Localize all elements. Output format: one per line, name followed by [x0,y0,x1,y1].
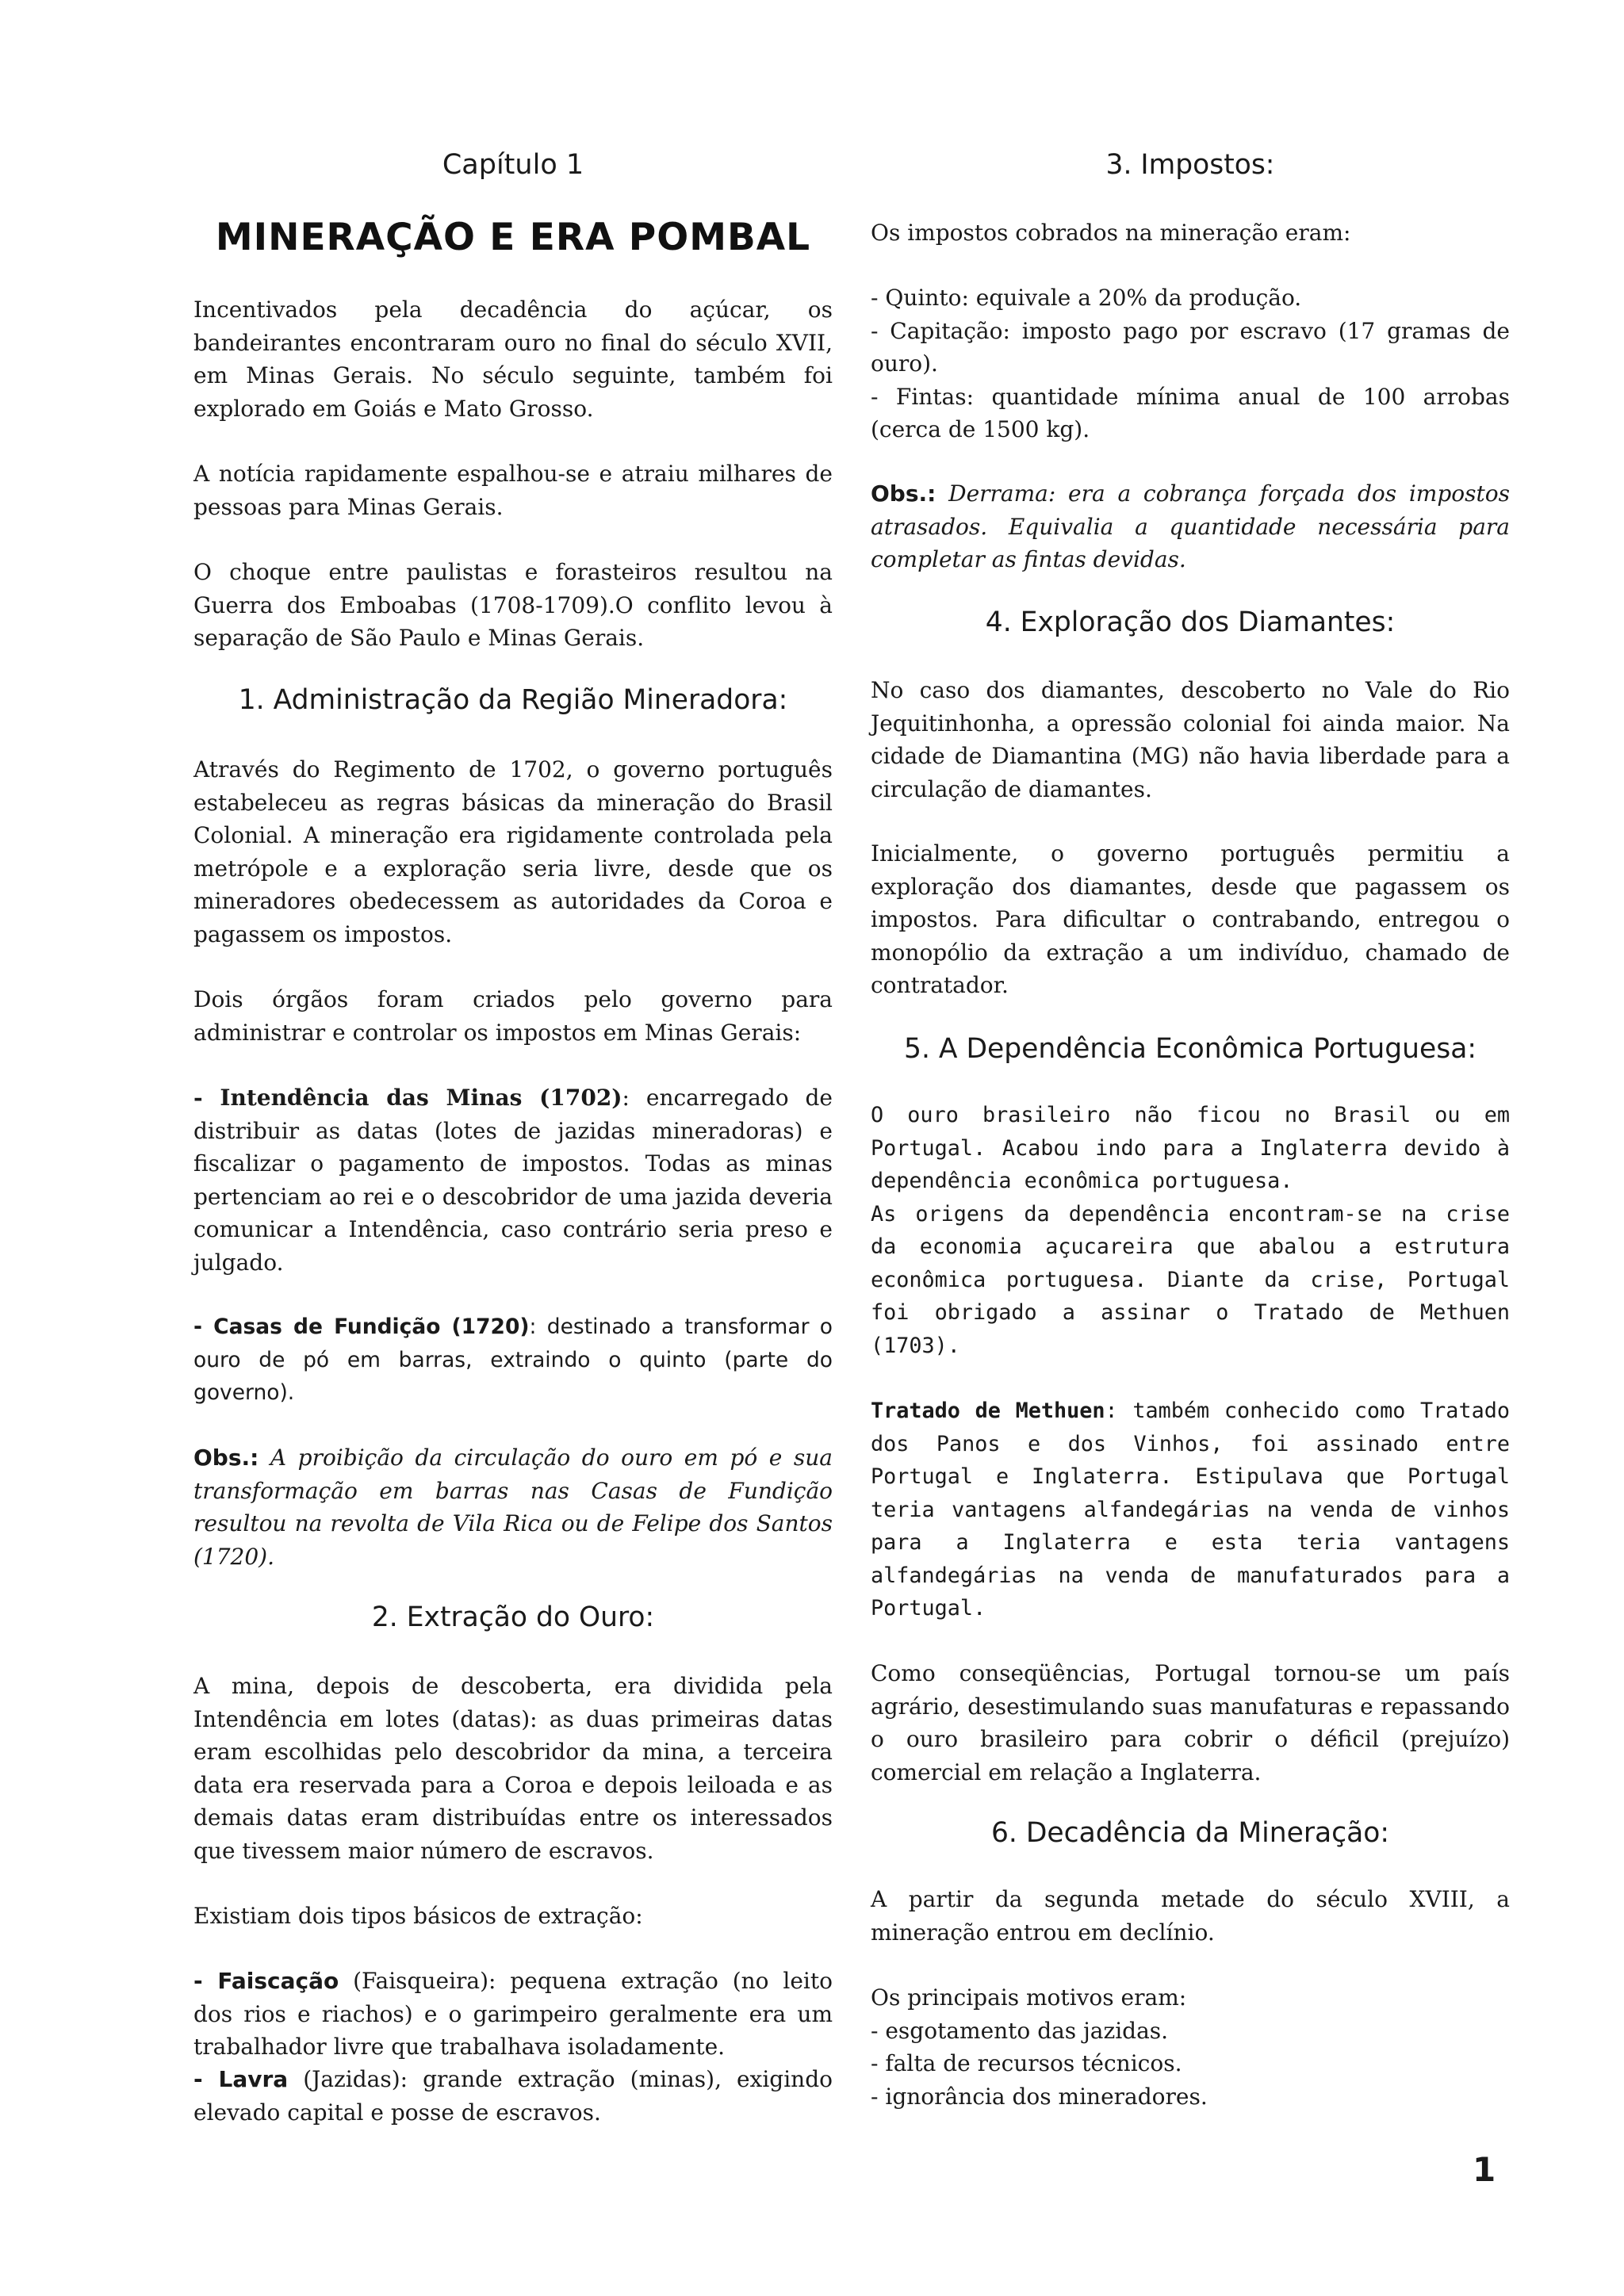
section-1-paragraph-2 [193,983,833,1049]
tax-capitacao: - Capitação: imposto pago por escravo (17 gramas de ouro). [871,317,1510,377]
section-6-paragraph-1 [871,1883,1510,1949]
faiscacao-description: (Faisqueira): pequena extração (no leito dos rios e riachos) e o garimpeiro geralmente era um trabalhador livre que trabalhava isoladamente. [193,1968,833,2060]
tax-fintas: - Fintas: quantidade mínima anual de 100 arrobas (cerca de 1500 kg). [871,383,1510,442]
chapter-label: Capítulo 1 [442,149,584,181]
section-4-heading: 4. Exploração dos Diamantes: [985,607,1396,638]
section-2-text-2: Existiam dois tipos básicos de extração: [193,1903,643,1929]
section-6-text-1: A partir da segunda metade do século XVIII, a mineração entrou em declínio. [871,1886,1510,1946]
obs-italic-text: Derrama: era a cobrança forçada dos impostos atrasados. Equivalia a quantidade necessária para completar as fintas devidas. [871,480,1510,572]
obs-italic-text: A proibição da circulação do ouro em pó e sua transformação em barras nas Casas de Fundição resultou na revolta de Vila Rica ou de Felipe dos Santos (1720). [193,1445,833,1570]
lavra-text [193,2063,833,2129]
section-2-paragraph-2 [193,1900,833,1933]
section-4-text-1: No caso dos diamantes, descoberto no Vale do Rio Jequitinhonha, a opressão colonial foi ainda maior. Na cidade de Diamantina (MG) não havia liberdade para a circulação de diamantes. [871,677,1510,802]
section-4-paragraph-1 [871,674,1510,806]
section-2-paragraph-1 [193,1670,833,1867]
section-1-heading: 1. Administração da Região Mineradora: [238,684,788,716]
methuen-item [871,1395,1510,1625]
intro-paragraph-1 [193,293,833,425]
lavra-term: - Lavra [193,2066,289,2092]
intro-paragraph-3 [193,556,833,655]
section-3-obs-text [871,477,1510,576]
taxes-list [871,281,1510,446]
intendencia-item [193,1081,833,1279]
motive-3: - ignorância dos mineradores. [871,2083,1208,2110]
section-2-text-1: A mina, depois de descoberta, era dividida pela Intendência em lotes (datas): as duas primeiras datas eram escolhidas pelo descobridor da mina, a terceira data era reservada para a Coroa e depois leiloada e as demais datas eram distribuídas entre os interessados que tivessem maior número de escravos. [193,1673,833,1864]
methuen-text [871,1395,1510,1625]
intendencia-term: - Intendência das Minas (1702) [193,1085,622,1111]
obs-label: Obs.: [193,1445,259,1471]
section-5-body [871,1099,1510,1362]
section-1-obs-text [193,1441,833,1573]
obs-label: Obs.: [871,480,936,507]
tax-quinto: - Quinto: equivale a 20% da produção. [871,285,1302,311]
section-1-obs [193,1441,833,1573]
intro-text-1: Incentivados pela decadência do açúcar, os bandeirantes encontraram ouro no final do século XVII, em Minas Gerais. No século seguinte, também foi explorado em Goiás e Mato Grosso. [193,297,833,422]
chapter-title: MINERAÇÃO E ERA POMBAL [215,216,811,259]
lavra-description: (Jazidas): grande extração (minas), exigindo elevado capital e posse de escravos. [193,2066,833,2126]
casas-fundicao-text [193,1311,833,1410]
intendencia-text [193,1081,833,1279]
section-4-text-2: Inicialmente, o governo português permitiu a exploração dos diamantes, desde que pagassem os impostos. Para dificultar o contrabando, entregou o monopólio da extração a um indivíduo, chamado de contratador. [871,840,1510,998]
section-1-paragraph-1 [193,753,833,951]
motive-2: - falta de recursos técnicos. [871,2050,1182,2076]
section-3-paragraph-1 [871,216,1510,250]
lavra-item [193,2063,833,2129]
section-3-heading: 3. Impostos: [1105,149,1275,181]
faiscacao-term: - Faiscação [193,1968,339,1994]
page-number: 1 [1473,2150,1496,2189]
section-5-text-3: Como conseqüências, Portugal tornou-se um país agrário, desestimulando suas manufaturas e repassando o ouro brasileiro para cobrir o déficil (prejuízo) comercial em relação a Inglaterra. [871,1660,1510,1785]
methuen-description: : também conhecido como Tratado dos Panos e dos Vinhos, foi assinado entre Portugal e Inglaterra. Estipulava que Portugal teria vantagens alfandegárias na venda de vinhos para a Inglaterra e esta teria vantagens alfandegárias na venda de manufaturados para a Portugal. [871,1399,1510,1621]
section-4-paragraph-2 [871,837,1510,1002]
section-3-text-1: Os impostos cobrados na mineração eram: [871,220,1351,246]
intro-text-3: O choque entre paulistas e forasteiros resultou na Guerra dos Emboabas (1708-1709).O conflito levou à separação de São Paulo e Minas Gerais. [193,559,833,651]
faiscacao-item [193,1965,833,2064]
section-6-motives [871,1981,1510,2113]
motive-1: - esgotamento das jazidas. [871,2017,1169,2044]
section-1-text-1: Através do Regimento de 1702, o governo português estabeleceu as regras básicas da mineração do Brasil Colonial. A mineração era rigidamente controlada pela metrópole e a exploração seria livre, desde que os mineradores obedecessem as autoridades da Coroa e pagassem os impostos. [193,756,833,947]
section-5-text-2: As origens da dependência encontram-se na crise da economia açucareira que abalou a estrutura econômica portuguesa. Diante da crise, Portugal foi obrigado a assinar o Tratado de Methuen (1703). [871,1201,1510,1358]
casas-fundicao-description: : destinado a transformar o ouro de pó em barras, extraindo o quinto (parte do governo). [193,1314,833,1405]
casas-fundicao-item [193,1311,833,1410]
intro-paragraph-2 [193,457,833,523]
section-3-obs [871,477,1510,576]
section-5-heading: 5. A Dependência Econômica Portuguesa: [904,1033,1477,1065]
intendencia-description: : encarregado de distribuir as datas (lotes de jazidas mineradoras) e fiscalizar o pagamento de impostos. Todas as minas pertenciam ao rei e o descobridor de uma jazida deveria comunicar a Intendência, caso contrário seria preso e julgado. [193,1085,833,1276]
methuen-term: Tratado de Methuen [871,1399,1105,1423]
section-5-text-1: O ouro brasileiro não ficou no Brasil ou em Portugal. Acabou indo para a Inglaterra devido à dependência econômica portuguesa. [871,1103,1510,1193]
section-6-heading: 6. Decadência da Mineração: [990,1817,1390,1849]
section-6-text-2: Os principais motivos eram: [871,1984,1187,2011]
faiscacao-text [193,1965,833,2064]
casas-fundicao-term: - Casas de Fundição (1720) [193,1314,530,1339]
section-1-text-2: Dois órgãos foram criados pelo governo para administrar e controlar os impostos em Minas Gerais: [193,986,833,1046]
intro-text-2: A notícia rapidamente espalhou-se e atraiu milhares de pessoas para Minas Gerais. [193,461,833,520]
section-5-paragraph-3 [871,1657,1510,1789]
section-2-heading: 2. Extração do Ouro: [371,1601,655,1633]
